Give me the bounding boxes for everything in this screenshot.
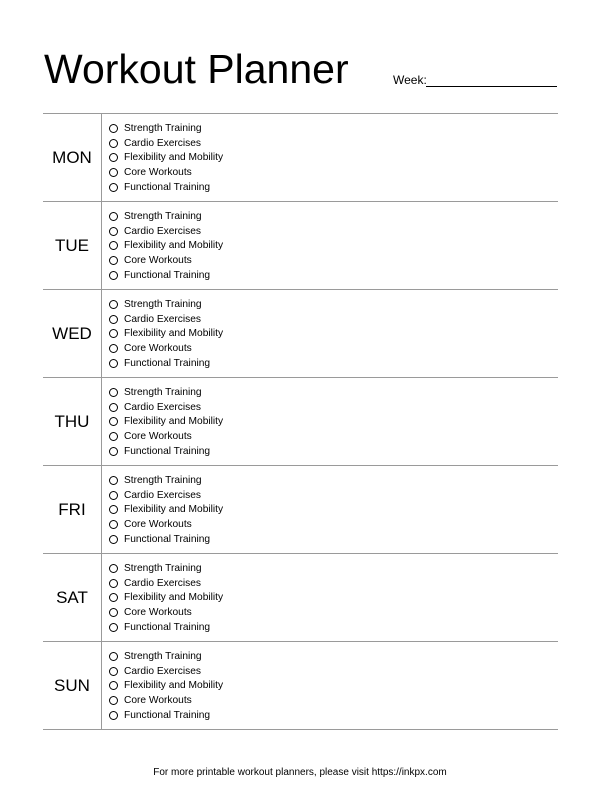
radio-circle-icon[interactable] [109,344,118,353]
radio-circle-icon[interactable] [109,271,118,280]
workout-option-label: Strength Training [124,210,202,222]
radio-circle-icon[interactable] [109,491,118,500]
radio-circle-icon[interactable] [109,256,118,265]
workout-option-label: Strength Training [124,122,202,134]
radio-circle-icon[interactable] [109,139,118,148]
workout-option-label: Cardio Exercises [124,313,201,325]
workout-option-label: Flexibility and Mobility [124,328,224,340]
workout-option-label: Cardio Exercises [124,401,201,413]
workout-option-label: Core Workouts [124,342,192,354]
workout-option-label: Strength Training [124,562,202,574]
radio-circle-icon[interactable] [109,505,118,514]
workout-option-label: Core Workouts [124,694,192,706]
workout-option[interactable] [109,444,223,459]
radio-circle-icon[interactable] [109,183,118,192]
workout-option[interactable] [109,180,223,195]
workout-options [109,473,223,546]
workout-option-label: Core Workouts [124,518,192,530]
workout-option-label: Strength Training [124,298,202,310]
workout-option-label: Functional Training [124,445,211,457]
workout-options [109,297,223,370]
radio-circle-icon[interactable] [109,417,118,426]
day-row-thu [43,378,558,466]
workout-option[interactable] [109,341,223,356]
week-input-line[interactable] [426,86,557,87]
workout-option[interactable] [109,253,223,268]
radio-circle-icon[interactable] [109,535,118,544]
workout-option[interactable] [109,312,223,327]
radio-circle-icon[interactable] [109,227,118,236]
workout-option[interactable] [109,708,223,723]
workout-option[interactable] [109,678,223,693]
workout-options [109,649,223,722]
workout-options [109,121,223,194]
day-row-mon [43,114,558,202]
workout-option[interactable] [109,121,223,136]
workout-option-label: Core Workouts [124,166,192,178]
workout-option[interactable] [109,238,223,253]
workout-option[interactable] [109,693,223,708]
workout-option-label: Functional Training [124,269,211,281]
workout-option[interactable] [109,224,223,239]
workout-option[interactable] [109,517,223,532]
workout-option[interactable] [109,561,223,576]
radio-circle-icon[interactable] [109,403,118,412]
workout-option[interactable] [109,400,223,415]
workout-option-label: Core Workouts [124,254,192,266]
workout-option[interactable] [109,297,223,312]
workout-option-label: Flexibility and Mobility [124,416,224,428]
week-label: Week: [393,73,427,87]
workout-option[interactable] [109,385,223,400]
radio-circle-icon[interactable] [109,652,118,661]
workout-options [109,561,223,634]
workout-option[interactable] [109,414,223,429]
workout-option-label: Flexibility and Mobility [124,504,224,516]
workout-option-label: Flexibility and Mobility [124,680,224,692]
workout-option-label: Cardio Exercises [124,665,201,677]
workout-option[interactable] [109,590,223,605]
workout-options [109,209,223,282]
day-label: SAT [43,554,102,641]
radio-circle-icon[interactable] [109,696,118,705]
radio-circle-icon[interactable] [109,432,118,441]
workout-option[interactable] [109,664,223,679]
workout-option-label: Cardio Exercises [124,577,201,589]
workout-option[interactable] [109,150,223,165]
workout-option-label: Functional Training [124,181,211,193]
workout-option[interactable] [109,268,223,283]
radio-circle-icon[interactable] [109,447,118,456]
radio-circle-icon[interactable] [109,593,118,602]
day-row-wed [43,290,558,378]
radio-circle-icon[interactable] [109,579,118,588]
workout-option-label: Cardio Exercises [124,489,201,501]
workout-option[interactable] [109,502,223,517]
workout-option[interactable] [109,473,223,488]
workout-option[interactable] [109,209,223,224]
workout-option[interactable] [109,576,223,591]
workout-options [109,385,223,458]
radio-circle-icon[interactable] [109,623,118,632]
workout-option[interactable] [109,605,223,620]
workout-option[interactable] [109,136,223,151]
radio-circle-icon[interactable] [109,168,118,177]
day-row-sat [43,554,558,642]
footer-note: For more printable workout planners, please visit https://inkpx.com [153,767,447,778]
workout-option[interactable] [109,532,223,547]
day-row-fri [43,466,558,554]
radio-circle-icon[interactable] [109,359,118,368]
workout-option[interactable] [109,326,223,341]
workout-option-label: Flexibility and Mobility [124,592,224,604]
radio-circle-icon[interactable] [109,153,118,162]
radio-circle-icon[interactable] [109,564,118,573]
workout-option[interactable] [109,356,223,371]
day-label: WED [43,290,102,377]
workout-option-label: Functional Training [124,533,211,545]
planner-table [43,113,558,732]
workout-option-label: Strength Training [124,386,202,398]
workout-option-label: Functional Training [124,357,211,369]
workout-option-label: Strength Training [124,650,202,662]
workout-option-label: Strength Training [124,474,202,486]
radio-circle-icon[interactable] [109,388,118,397]
workout-option[interactable] [109,649,223,664]
radio-circle-icon[interactable] [109,681,118,690]
workout-option[interactable] [109,488,223,503]
radio-circle-icon[interactable] [109,241,118,250]
radio-circle-icon[interactable] [109,608,118,617]
workout-option[interactable] [109,620,223,635]
workout-option-label: Functional Training [124,709,211,721]
page-title: Workout Planner [44,46,349,92]
workout-option-label: Functional Training [124,621,211,633]
workout-option-label: Cardio Exercises [124,225,201,237]
workout-option[interactable] [109,165,223,180]
workout-option-label: Flexibility and Mobility [124,240,224,252]
radio-circle-icon[interactable] [109,315,118,324]
radio-circle-icon[interactable] [109,667,118,676]
day-label: TUE [43,202,102,289]
radio-circle-icon[interactable] [109,300,118,309]
workout-option[interactable] [109,429,223,444]
radio-circle-icon[interactable] [109,711,118,720]
day-label: MON [43,114,102,201]
radio-circle-icon[interactable] [109,329,118,338]
radio-circle-icon[interactable] [109,212,118,221]
day-label: THU [43,378,102,465]
day-label: SUN [43,642,102,729]
workout-option-label: Core Workouts [124,430,192,442]
workout-option-label: Flexibility and Mobility [124,152,224,164]
workout-option-label: Core Workouts [124,606,192,618]
workout-option-label: Cardio Exercises [124,137,201,149]
radio-circle-icon[interactable] [109,520,118,529]
day-row-tue [43,202,558,290]
radio-circle-icon[interactable] [109,124,118,133]
day-row-sun [43,642,558,730]
radio-circle-icon[interactable] [109,476,118,485]
day-label: FRI [43,466,102,553]
